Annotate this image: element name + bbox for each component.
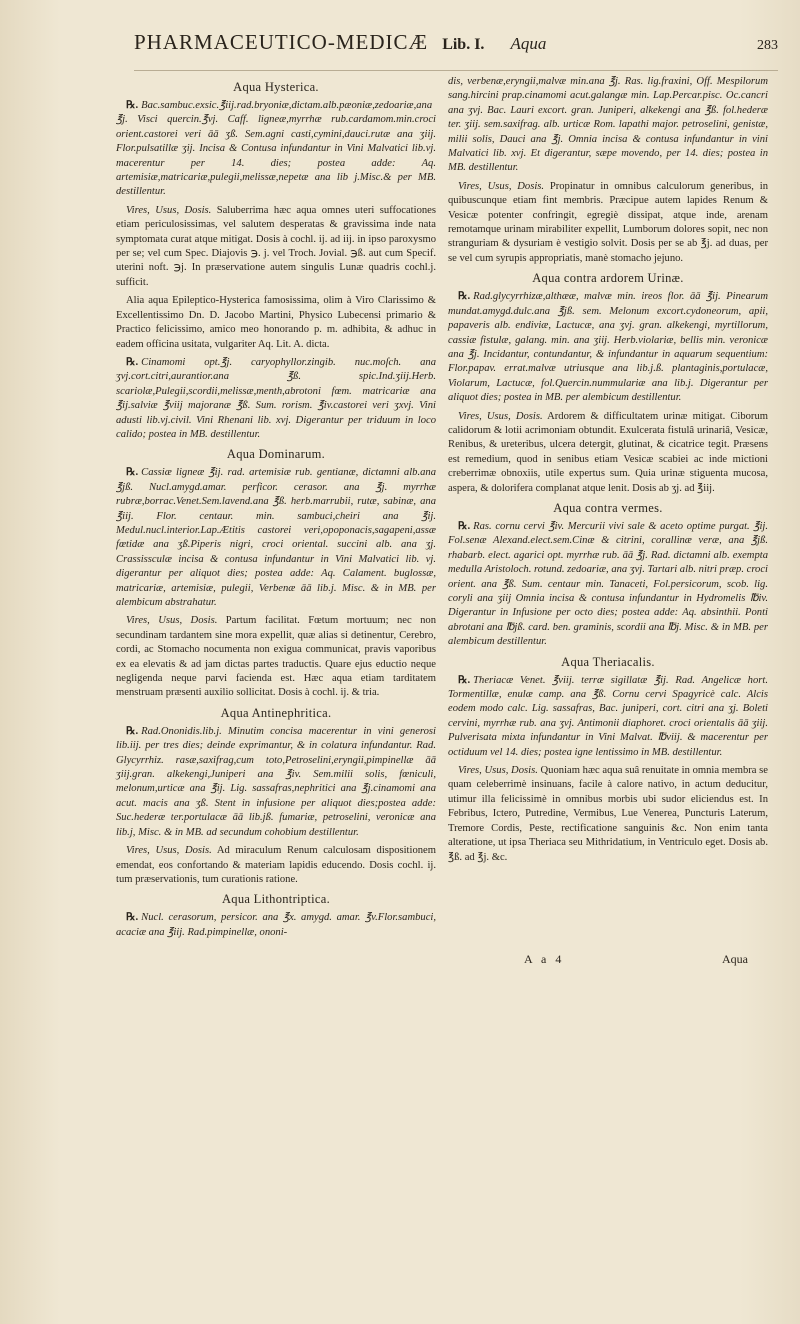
running-title: PHARMACEUTICO-MEDICÆ <box>134 30 429 54</box>
recipe-formula <box>116 725 436 840</box>
recipe-symbol: ℞. <box>458 674 471 686</box>
paragraph-text: Ad miraculum Renum calculosam dispositionem emendat, eos confortando & materiam lapidis educendo. Dosis cochl. ij. tum præservationis, tum curationis ratione. <box>116 845 436 885</box>
paragraph-text: Ardorem & difficultatem urinæ mitigat. Ciborum calidorum & lotii acrimoniam obtundit. Exulcerata fistulâ urinariâ, Vesicæ, Renibus, & ureteribus, ulcera detergit, glutinat, & cicatrice tegit. Præsens est remedium, quod in senibus etiam Vesicæ scabiei ac inde mictioni creberrimæ obnoxiis, utile expertus sum. Quia urinæ stiguenta mucosa, aspera, & dolorifera complanat atque lenit. Dosis ab ʒj. ad ℥iij. <box>448 410 768 494</box>
recipe-formula <box>116 466 436 610</box>
body-paragraph <box>116 294 436 352</box>
body-paragraph <box>448 764 768 865</box>
paragraph-lead: Vires, Usus, Dosis. <box>458 410 543 422</box>
recipe-text: Theriacæ Venet. ℥viij. terræ sigillatæ ℥ij. Rad. Angelicæ hort. Tormentillæ, enulæ camp. ana ℥ß. Cornu cervi Spagyricè calc. Alcis eodem modo calc. Lig. sassafras, Bac. juniperi, cort. citri ana ʒj. Boleti cervini, myrrhæ rub. ana ʒvj. Antimonii diaphoret. croci orientalis āā ʒiij. Pulverisata mixta infundantur in Vini Malvat. ℔viij. & macerentur per octiduum vel 14. dies; postea igne lentissimo in MB. destillentur. <box>448 674 768 758</box>
recipe-heading: Aqua contra vermes. <box>553 500 663 515</box>
recipe-text: Ras. cornu cervi ℥iv. Mercurii vivi sale & aceto optime purgat. ℥ij. Fol.senæ Alexand.elect.sem.Cinæ & citrini, corallinæ veræ, ana ℥jß. rhabarb. elect. agarici opt. myrrhæ rub. āā ℥j. Rad. dictamni alb. exempta medulla Aristoloch. rotund. zedoariæ, ana ʒvj. Tartari alb. nitri præp. croci orient. ana ℥ß. Sum. centaur min. Tanaceti, Fol.persicorum, scob. lig. coryli ana ʒiij Omnia incisa & contusa infundantur in Hydromelis ℔iv. Digerantur in Infusione per octo dies; postea adde: Aq. absinthii. Ponti abrotani ana ℔jß. card. ben. graminis, scordii ana ℔j. Misc. & in MB. per alembicum destillentur. <box>448 520 768 648</box>
recipe-text: Bac.sambuc.exsic.℥iij.rad.bryoniæ,dictam.alb.pæoniæ,zedoariæ,ana ℥j. Visci quercin.℥vj. Caff. ligneæ,myrrhæ rub.cardamom.min.croci orient.castorei veri āā ʒß. Sem.agni casti,cymini,dauci.rutæ ana ʒiij. Flor.pulsatillæ ʒij. Incisa & Contusa infundantur in Vini Malvatici lib.vj. macerentur per 14. dies; postea adde: Aq. artemisiæ,matricariæ,pulegii,melissæ,nepetæ ana lib j.Misc.& per MB. destillentur. <box>116 100 436 198</box>
page-footer <box>134 952 778 967</box>
recipe-symbol: ℞. <box>126 356 139 368</box>
body-paragraph <box>116 844 436 887</box>
recipe-text: Cinamomi opt.℥j. caryophyllor.zingib. nuc.moſch. ana ʒvj.cort.citri,aurantior.ana ℥ß. spic.Ind.ʒiij.Herb. scariolæ,Pulegii,scordii,melissæ,menth,abrotoni fœm. matricariæ ana ℥ij.salviæ ℥viij majoranæ ℥ß. Sum. rorism. ℥iv.castorei veri ʒxvj. Vini adusti lib.vj.civil. Vini Rhenani lib. xvj. Digerantur per triduum in loco calido; postea in MB. destillentur. <box>116 356 436 440</box>
recipe-text: Nucl. cerasorum, persicor. ana ℥x. amygd. amar. ℥v.Flor.sambuci, acaciæ ana ℥iij. Rad.pimpinellæ, ononi- <box>116 912 436 938</box>
recipe-formula <box>116 356 436 442</box>
paragraph-lead: Vires, Usus, Dosis. <box>126 204 212 216</box>
recipe-symbol: ℞. <box>126 100 139 111</box>
recipe-symbol: ℞. <box>126 725 139 737</box>
catchword: Aqua <box>722 952 748 967</box>
body-paragraph <box>116 614 436 700</box>
running-header <box>134 30 778 71</box>
paragraph-lead: Vires, Usus, Dosis. <box>458 180 545 192</box>
recipe-heading: Aqua contra ardorem Urinæ. <box>532 271 684 286</box>
body-paragraph <box>116 204 436 290</box>
paragraph-text: Propinatur in omnibus calculorum generibus, in quibuscunque etiam fint membris. Præcipue autem lapides Renum & Vesicæ potenter confringit, egregiè dissipat, atque inde, arenam remotamque urinam mirabiliter expellit, Lumborum dolores sopit, nec non stranguriam & dysuriam è vestigio solvit. Dosis per se ab ℥j. ad duas, per se vel cum syrupis appropriatis, manè stomacho jejuno. <box>448 180 768 264</box>
recipe-symbol: ℞. <box>126 912 139 924</box>
paragraph-text: Quoniam hæc aqua suâ renuitate in omnia membra se quam celeberrimè insinuans, facile à calore nativo, in actum deducitur, utimur illa felicissimè in omnibus morbis ubi sudor eliciendus est. In Febribus, Ictero, Putredine, Vermibus, Lue Venerea, Puncturis Laterum, Tremore Cordis, Peste, rectificatione sanguinis &c. Non enim tanta alteratione, ut ipsa Theriaca seu Mithridatium, in Ventriculo eget. Dosis ab. ℥ß. ad ℥j. &c. <box>448 765 768 863</box>
recipe-formula <box>448 674 768 760</box>
text-columns <box>116 75 778 944</box>
signature-mark: A a 4 <box>524 952 565 967</box>
paragraph-text: Partum facilitat. Fœtum mortuum; nec non secundinam tardantem sine mora expellit, quæ alias si detinentur, Cerebro, cordi, ac Stomacho nocumenta non exigua communicat, pravis vaporibus ex ea elevatis & ad jam dictas partes traductis. Quare ejus eductio neque negligenda neque parvi facienda est. Hæc aqua etiam tarditatem menstruam præsenti auxilio sollicitat. Dosis à cochl. ij. & tria. <box>116 615 436 699</box>
left-column <box>116 75 436 944</box>
running-head-word: Aqua <box>510 34 547 53</box>
paragraph-text: Saluberrima hæc aqua omnes uteri suffocationes etiam periculosissimas, vel salutem desperatas & gravissima inde nata symptomata curat atque mitigat. Dosis à cochl. ij. ad iij. in ipso paroxysmo per se; vel cum Spec. Diajovis ℈. j. vel Troch. Jovial. ℈ß. aut cum Specif. uterini noft. ℈j. In præservatione autem singulis Lunæ quadris cochl.j. sufficit. <box>116 204 436 288</box>
recipe-heading: Aqua Dominarum. <box>226 447 326 462</box>
recipe-symbol: ℞. <box>458 520 471 532</box>
recipe-formula <box>116 99 436 200</box>
paragraph-lead: Vires, Usus, Dosis. <box>458 765 538 777</box>
recipe-heading: Aqua Antinephritica. <box>220 705 332 720</box>
recipe-heading: Aqua Theriacalis. <box>561 654 655 669</box>
page-number: 283 <box>757 38 778 53</box>
book-number: Lib. I. <box>442 36 485 53</box>
body-paragraph <box>448 180 768 266</box>
paragraph-text: Alia aqua Epileptico-Hysterica famosissima, olim à Viro Clarissimo & Excellentissimo Dn. D. Jacobo Martini, Physico Lubecensi primario & Practico felicissimo, amico meo honorando p. m. adhibita, & adhuc in eadem officina usitata, vulgariter Aq. Lit. A. dicta. <box>116 295 436 350</box>
recipe-heading: Aqua Hysterica. <box>233 80 319 94</box>
recipe-formula <box>448 290 768 405</box>
right-column <box>448 75 768 944</box>
paragraph-lead: Vires, Usus, Dosis. <box>126 845 212 857</box>
recipe-formula <box>448 75 768 176</box>
recipe-symbol: ℞. <box>458 291 471 303</box>
recipe-text: Cassiæ ligneæ ℥ij. rad. artemisiæ rub. gentianæ, dictamni alb.ana ℥jß. Nucl.amygd.amar. perficor. cerasor. ana ℥j. myrrhæ rubræ,borrac.Venet.Sem.lavend.ana ℥ß. herb.marrubii, rutæ, sabinæ, ana ℥iij. Flor. centaur. min. sambuci,cheiri ana ℥ij. Medul.nucl.interior.Lap.Ætitis castorei veri,opoponacis,sagapeni,assæ fœtidæ ana ʒß.Piperis nigri, croci oriental. succini alb. ana ʒj. Crassissculæ incisa & contusa infundantur in Vini Malvatici lib. vj. digerantur per aliquot dies; postea adde: Aq. Calament. buglossæ, matricariæ, artemisiæ, pulegii, Verbenæ āā lib.j. Misc. & in MB. per alembicum abstrahatur. <box>116 467 436 608</box>
recipe-formula <box>448 520 768 650</box>
recipe-text: Rad.Ononidis.lib.j. Minutim concisa macerentur in vini generosi lib.iij. per tres dies; deinde exprimantur, & in colatura infundantur. Rad. Glycyrrhiz. rasæ,saxifrag,cum toto,Petroselini,eryngii,pimpinellæ āā ʒiij.gran. alkekengi,Juniperi ana ℥iv. Sem.milii solis, fœniculi, melonum,urticæ ana ℥ij. Lig. sassafras,nephritici ana ℥j.cinamomi ana acut. macis ana ʒß. Stent in infusione per aliquot dies;postea adde: Suc.hederæ ter.portulacæ āā lib.jß. fumariæ, petroselini, veronicæ ana lib.j, Misc. & in MB. ad secundum cohobium destillentur. <box>116 725 436 838</box>
recipe-symbol: ℞. <box>126 467 139 479</box>
recipe-text: dis, verbenæ,eryngii,malvæ min.ana ℥j. Ras. lig.fraxini, Off. Mespilorum sang.hircini prap.cinamomi acut.galangæ min. Lap.Percar.pisc. Oc.cancri ana ʒvj. Bac. Lauri excort. gran. Juniperi, alkekengi ana ℥ß. fol.hederæ ter. ʒiij. sem.saxifrag. alb. urticæ Rom. lapathi major. petroselini, genistæ, milii solis, Dauci ana ℥j. Omnia incisa & contusa infundantur in vini Malvatici lib. xvj. Et digerantur, sæpe movendo, per 14. dies; postea in MB. destillentur. <box>448 76 768 174</box>
recipe-text: Rad.glycyrrhizæ,althææ, malvæ min. ireos flor. āā ℥ij. Pinearum mundat.amygd.dulc.ana ℥jß. sem. Melonum excort.cydoneorum, apii, papaveris alb. endiviæ, Lactucæ, ana ʒvj. gran. alkekengi, myrtillorum, cassiæ fistulæ, galang. min. ana ʒiij. Herb.violariæ, bellis min. veronicæ ana ℥j. Incidantur, contundantur, & infundantur in aquarum sequentium: Flor.papav. errat.malvæ utriusque ana lib.j.ß. plantaginis,portulacæ, Violarum, Lactucæ, fol.Quercin.nummulariæ ana lib.j. Digerantur per aliquot dies; postea in MB. per alembicum destillentur. <box>448 291 768 404</box>
recipe-formula <box>116 911 436 940</box>
recipe-heading: Aqua Lithontriptica. <box>221 892 331 907</box>
paragraph-lead: Vires, Usus, Dosis. <box>126 615 218 627</box>
body-paragraph <box>448 410 768 496</box>
